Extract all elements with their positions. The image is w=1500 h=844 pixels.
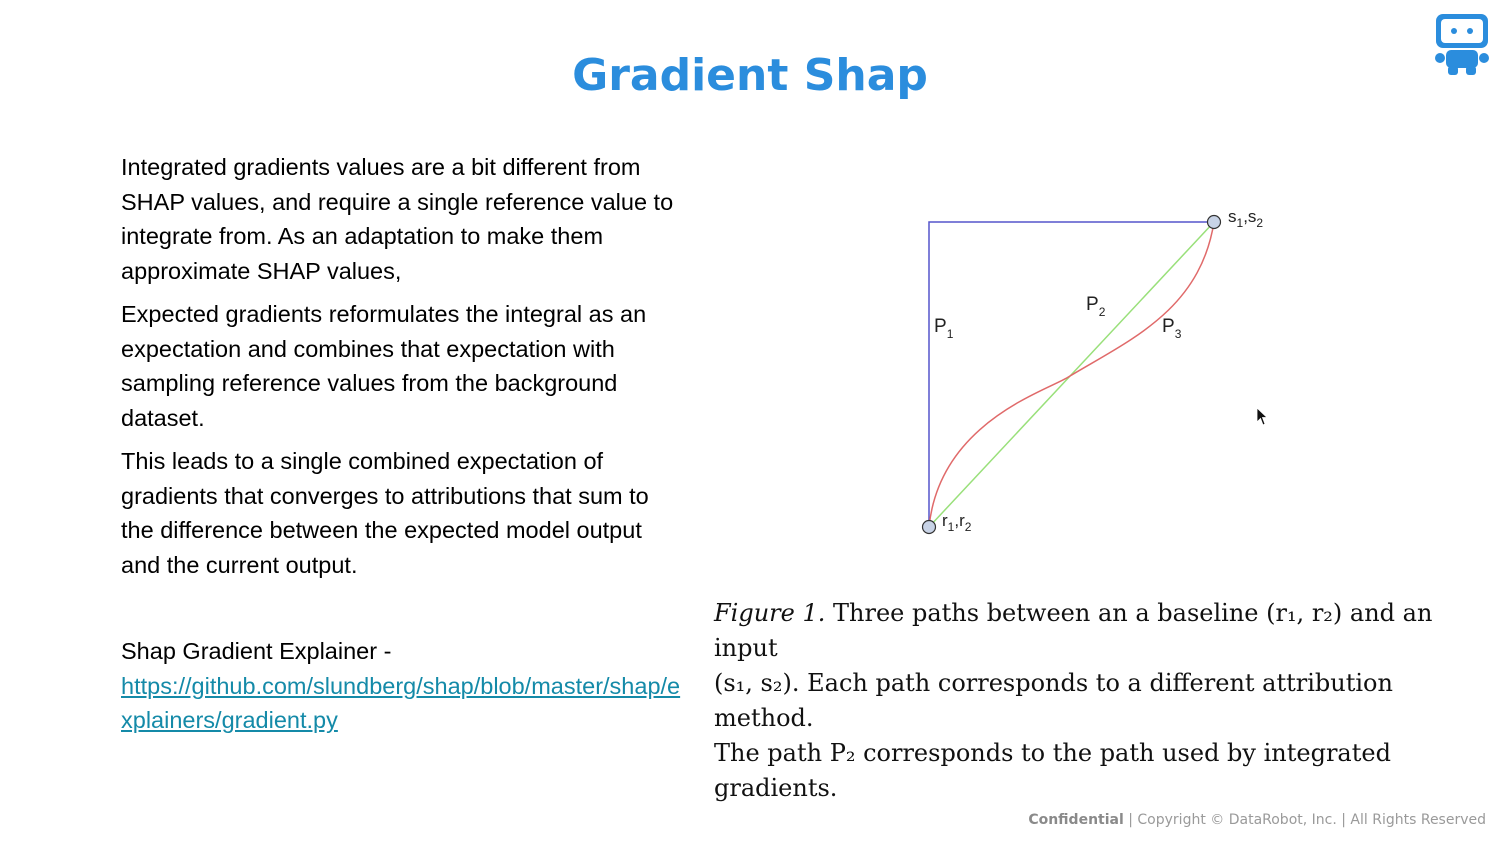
caption-lead: Figure 1.	[714, 599, 826, 627]
paragraph-integrated-gradients: Integrated gradients values are a bit different from SHAP values, and require a single reference value to integrate from. As an adaptation to make them approximate SHAP values,	[121, 154, 674, 284]
caption-line-1	[714, 596, 1474, 666]
p1-label: $P_1$	[934, 316, 954, 341]
footer-rights: All Rights Reserved	[1350, 812, 1486, 828]
p2-label: $P_2$	[1086, 294, 1106, 319]
start-node	[923, 521, 936, 534]
start-node-label: $r_1,r_2$	[942, 511, 972, 534]
p3-label: $P_3$	[1162, 316, 1182, 341]
footer	[1028, 812, 1486, 828]
caption-line-3: The path P₂ corresponds to the path used by integrated gradients.	[714, 739, 1391, 802]
mouse-pointer-icon	[1256, 407, 1270, 427]
path-figure	[900, 190, 1300, 550]
figure-caption	[714, 596, 1474, 806]
end-node	[1208, 216, 1221, 229]
slide-title: Gradient Shap	[572, 50, 928, 101]
end-node-label: $s_1,s_2$	[1228, 207, 1264, 230]
robot-icon	[1432, 12, 1492, 76]
footer-confidential: Confidential	[1028, 812, 1124, 828]
reference-label: Shap Gradient Explainer -	[121, 638, 392, 664]
footer-copyright: Copyright © DataRobot, Inc.	[1137, 812, 1337, 828]
footer-separator: |	[1341, 812, 1346, 828]
caption-line-1-text: Three paths between an a baseline (r₁, r₂) and an input	[714, 599, 1433, 662]
body-text	[121, 150, 681, 591]
paragraph-expected-gradients: Expected gradients reformulates the integral as an expectation and combines that expectation with sampling reference values from the background dataset.	[121, 301, 647, 431]
reference-block	[121, 634, 681, 738]
caption-line-2: (s₁, s₂). Each path corresponds to a different attribution method.	[714, 669, 1393, 732]
footer-separator: |	[1128, 812, 1133, 828]
paragraph-combined-expectation: This leads to a single combined expectation of gradients that converges to attributions that sum to the difference between the expected model output and the current output.	[121, 448, 649, 578]
github-link[interactable]: https://github.com/slundberg/shap/blob/master/shap/explainers/gradient.py	[121, 672, 681, 733]
